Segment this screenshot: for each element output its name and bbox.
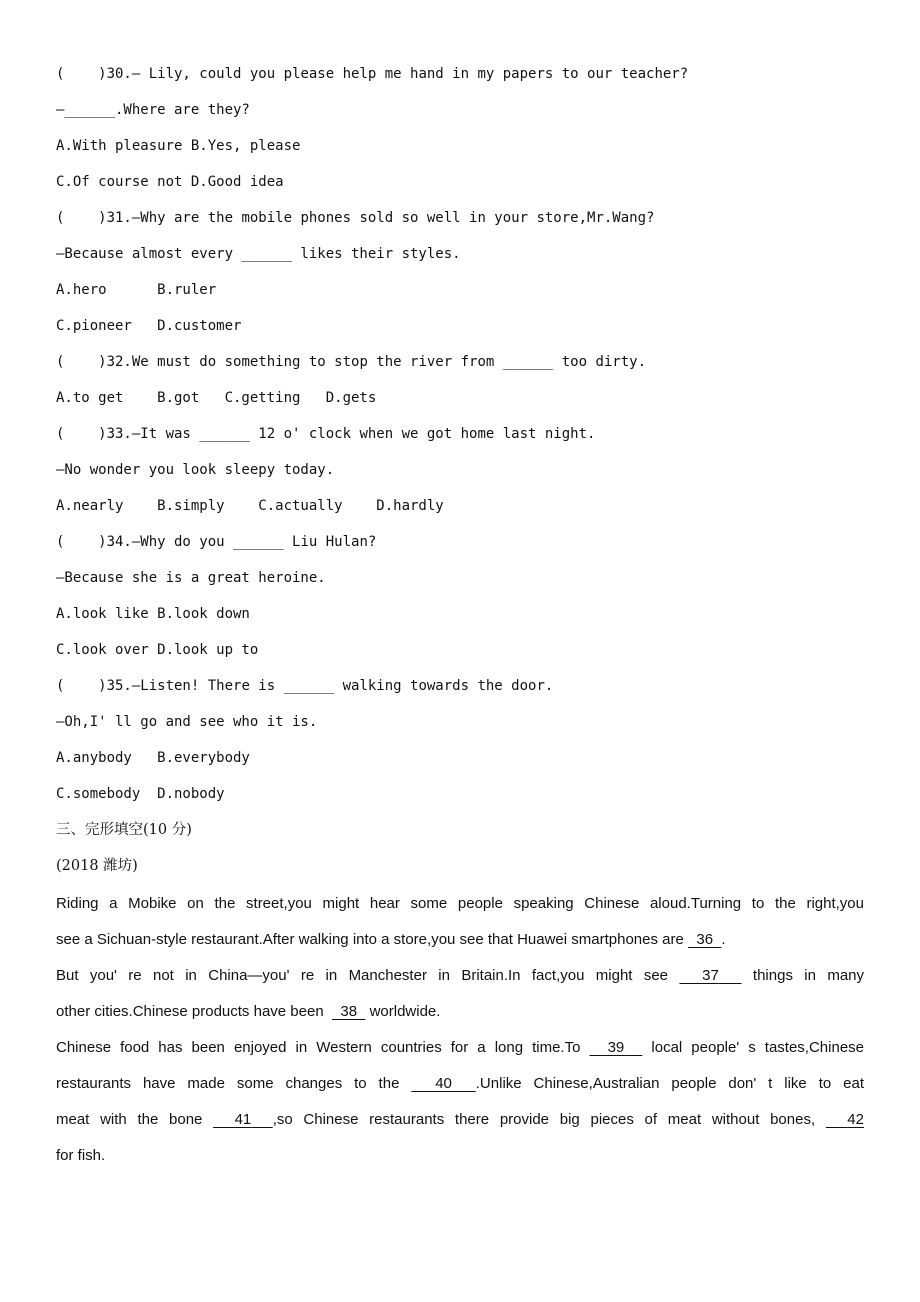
answer-bracket-31[interactable]: ( ): [56, 210, 107, 226]
section-heading: 三、完形填空(10 分): [56, 822, 192, 838]
answer-bracket-33[interactable]: ( ): [56, 426, 107, 442]
section-source: (2018 潍坊): [56, 858, 138, 874]
answer-bracket-30[interactable]: ( ): [56, 66, 107, 82]
passage-p1-line1: Riding a Mobike on the street,you might hear some people speaking Chinese aloud.Turning to the right,you: [56, 895, 864, 912]
question-32-stem: ( )32.We must do something to stop the river from ______ too dirty.: [56, 354, 647, 370]
question-31-options-2: C.pioneer D.customer: [56, 318, 242, 334]
blank-36[interactable]: 36: [696, 931, 714, 948]
question-34-options-1: A.look like B.look down: [56, 606, 250, 622]
question-31-options-1: A.hero B.ruler: [56, 282, 217, 298]
question-34-options-2: C.look over D.look up to: [56, 642, 259, 658]
question-30-options-1: A.With pleasure B.Yes, please: [56, 138, 301, 154]
question-34-stem: ( )34.—Why do you ______ Liu Hulan?: [56, 534, 377, 550]
blank-39[interactable]: 39: [607, 1039, 625, 1056]
question-33-reply: —No wonder you look sleepy today.: [56, 462, 335, 478]
question-33-stem: ( )33.—It was ______ 12 o' clock when we got home last night.: [56, 426, 596, 442]
question-31-stem: ( )31.—Why are the mobile phones sold so well in your store,Mr.Wang?: [56, 210, 655, 226]
blank-42[interactable]: 42: [847, 1111, 864, 1128]
question-35-reply: —Oh,I' ll go and see who it is.: [56, 714, 318, 730]
passage-p1-line3: But you' re not in China—you' re in Manchester in Britain.In fact,you might see 37 things in many: [56, 967, 865, 984]
answer-bracket-32[interactable]: ( ): [56, 354, 107, 370]
question-35-stem: ( )35.—Listen! There is ______ walking towards the door.: [56, 678, 554, 694]
question-33-options: A.nearly B.simply C.actually D.hardly: [56, 498, 444, 514]
question-32-options: A.to get B.got C.getting D.gets: [56, 390, 377, 406]
blank-40[interactable]: 40: [435, 1075, 452, 1092]
passage-p1-line2: see a Sichuan-style restaurant.After walking into a store,you see that Huawei smartphones are 36 .: [56, 931, 726, 948]
question-34-reply: —Because she is a great heroine.: [56, 570, 326, 586]
passage-p2-line3: meat with the bone 41 ,so Chinese restaurants there provide big pieces of meat without bones, 42: [56, 1111, 864, 1128]
blank-41[interactable]: 41: [234, 1111, 252, 1128]
passage-p2-line4: for fish.: [56, 1147, 106, 1164]
question-35-options-1: A.anybody B.everybody: [56, 750, 250, 766]
blank-38[interactable]: 38: [340, 1003, 358, 1020]
answer-bracket-35[interactable]: ( ): [56, 678, 107, 694]
question-30-options-2: C.Of course not D.Good idea: [56, 174, 284, 190]
answer-bracket-34[interactable]: ( ): [56, 534, 107, 550]
passage-p2-line1: Chinese food has been enjoyed in Western countries for a long time.To 39 local people' s tastes,Chinese: [56, 1039, 865, 1056]
question-31-reply: —Because almost every ______ likes their styles.: [56, 246, 461, 262]
question-30-stem: ( )30.— Lily, could you please help me hand in my papers to our teacher?: [56, 66, 689, 82]
question-30-reply: —______.Where are they?: [56, 102, 250, 118]
passage-p1-line4: other cities.Chinese products have been 38 worldwide.: [56, 1003, 441, 1020]
question-35-options-2: C.somebody D.nobody: [56, 786, 225, 802]
passage-p2-line2: restaurants have made some changes to the 40 .Unlike Chinese,Australian people don' t like to eat: [56, 1075, 864, 1092]
blank-37[interactable]: 37: [702, 967, 719, 984]
